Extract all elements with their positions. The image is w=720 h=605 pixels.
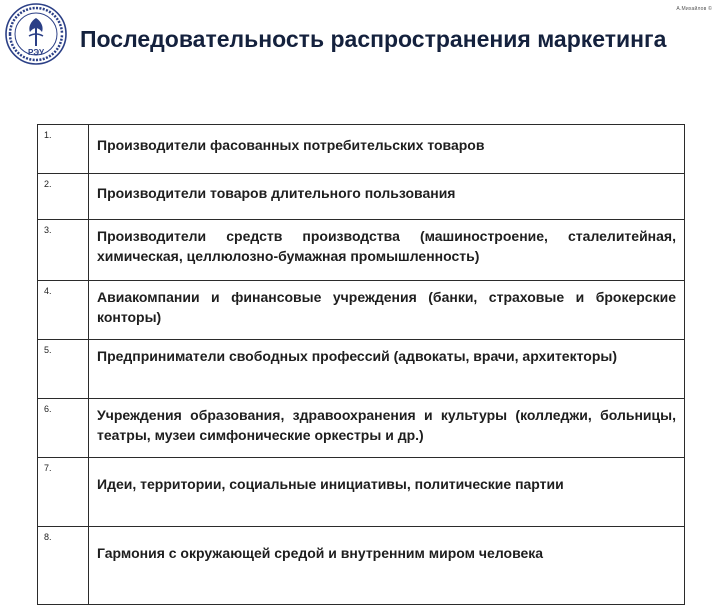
- row-number: 1.: [38, 125, 89, 174]
- row-text: Производители товаров длительного пользования: [89, 174, 685, 220]
- table-row: [38, 174, 685, 220]
- row-number: 7.: [38, 458, 89, 527]
- row-text: Авиакомпании и финансовые учреждения (банки, страховые и брокерские конторы): [89, 281, 685, 340]
- row-text: Гармония с окружающей средой и внутренним миром человека: [89, 527, 685, 605]
- marketing-spread-table: [37, 124, 685, 605]
- row-number: 4.: [38, 281, 89, 340]
- row-text: Идеи, территории, социальные инициативы, политические партии: [89, 458, 685, 527]
- table-row: [38, 527, 685, 605]
- page-title: Последовательность распространения маркетинга: [80, 26, 667, 52]
- university-logo-icon: [4, 2, 68, 66]
- row-number: 8.: [38, 527, 89, 605]
- row-number: 6.: [38, 399, 89, 458]
- row-text: Производители фасованных потребительских товаров: [89, 125, 685, 174]
- row-number: 5.: [38, 340, 89, 399]
- table-row: [38, 340, 685, 399]
- logo-monogram: РЭУ: [27, 48, 45, 57]
- row-number: 3.: [38, 220, 89, 281]
- table-row: [38, 220, 685, 281]
- university-logo: [4, 2, 68, 66]
- row-text: Предприниматели свободных профессий (адвокаты, врачи, архитекторы): [89, 340, 685, 399]
- row-text: Учреждения образования, здравоохранения и культуры (колледжи, больницы, театры, музеи симфонические оркестры и др.): [89, 399, 685, 458]
- table-row: [38, 125, 685, 174]
- table-row: [38, 458, 685, 527]
- table-row: [38, 281, 685, 340]
- table-row: [38, 399, 685, 458]
- row-text: Производители средств производства (машиностроение, сталелитейная, химическая, целлюлозно-бумажная промышленность): [89, 220, 685, 281]
- author-mark: А.Михайлов ©: [676, 6, 712, 12]
- row-number: 2.: [38, 174, 89, 220]
